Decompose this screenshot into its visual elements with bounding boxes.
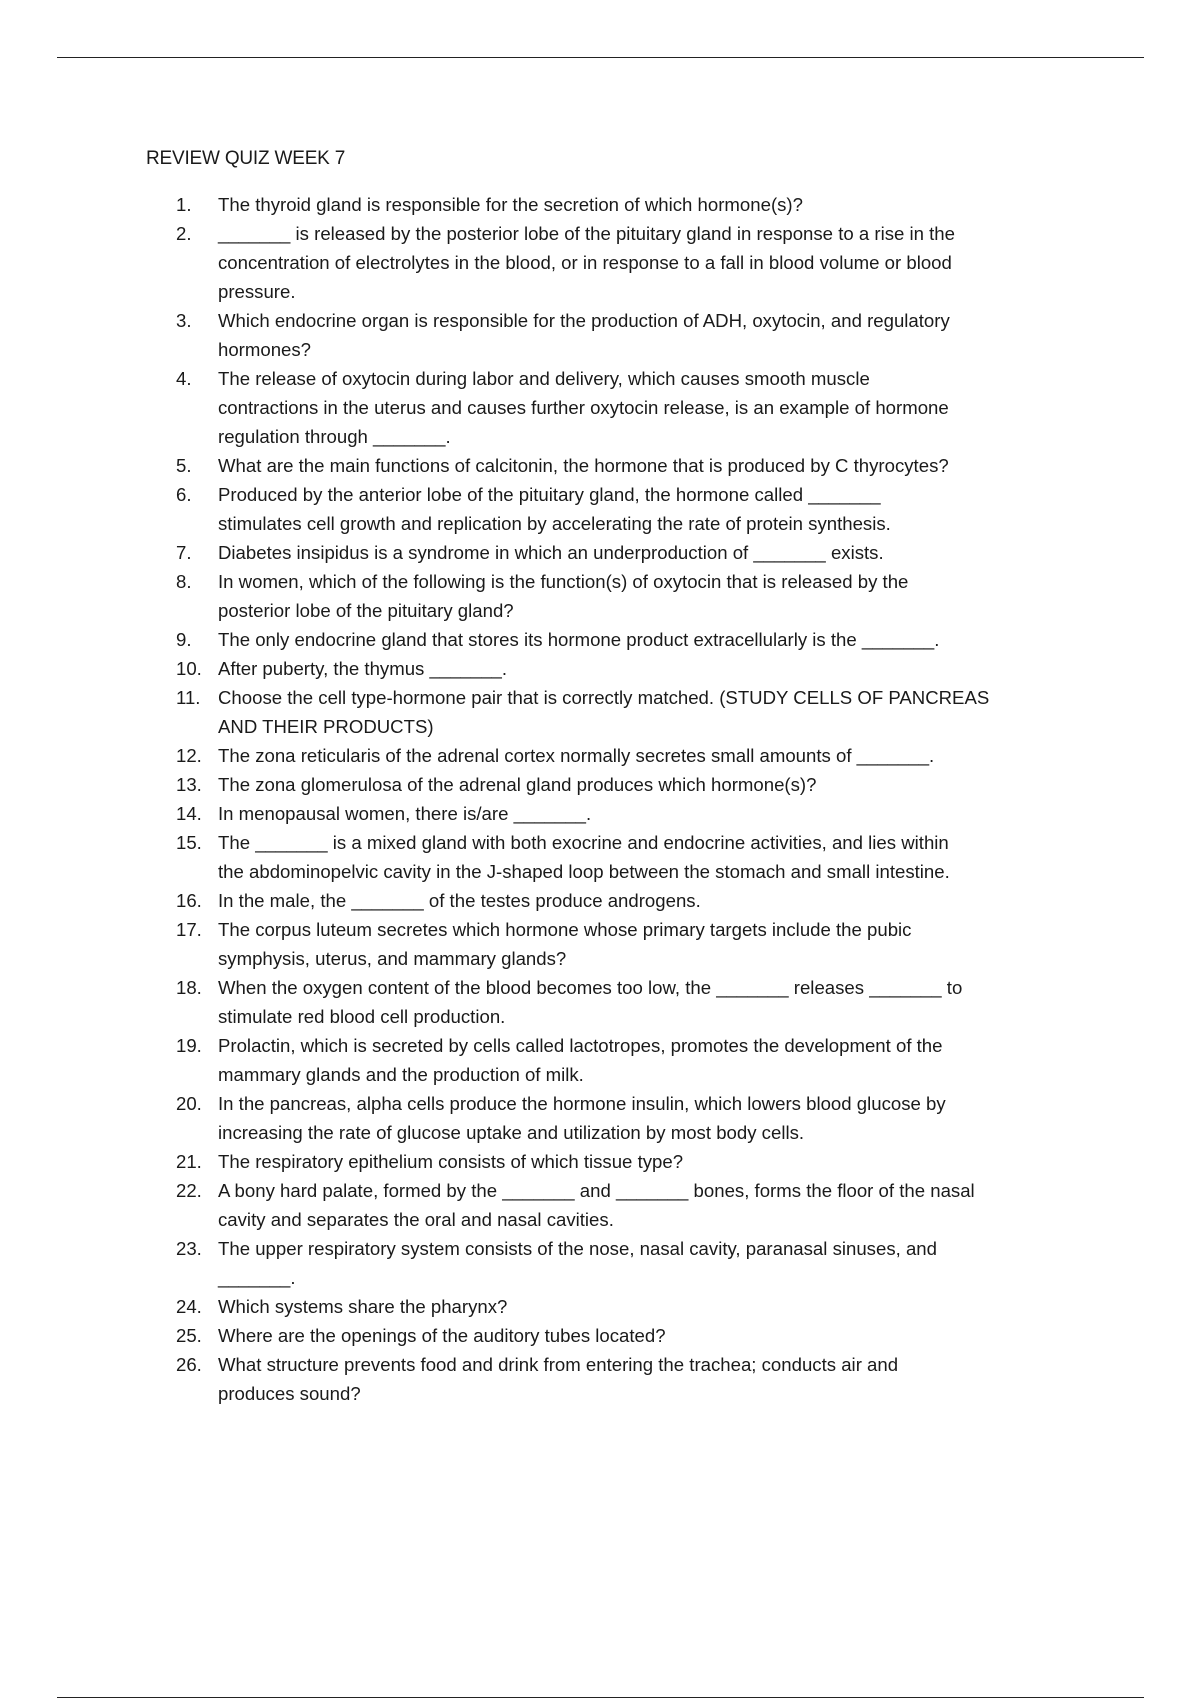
question-number: 11. [176, 687, 201, 708]
question-number: 24. [176, 1296, 202, 1317]
question-item [176, 973, 1106, 1031]
question-item [176, 886, 1106, 915]
question-number: 14. [176, 803, 202, 824]
question-item [176, 654, 1106, 683]
question-number: 9. [176, 629, 192, 650]
question-text: Which systems share the pharynx? [218, 1296, 508, 1317]
question-item [176, 1321, 1106, 1350]
question-list [176, 190, 1106, 1408]
question-number: 1. [176, 194, 192, 215]
question-text: Where are the openings of the auditory tubes located? [218, 1325, 666, 1346]
question-number: 16. [176, 890, 202, 911]
question-text: When the oxygen content of the blood becomes too low, the _______ releases _______ to stimulate red blood cell production. [218, 977, 963, 1027]
question-number: 5. [176, 455, 192, 476]
question-item [176, 1350, 1106, 1408]
question-number: 8. [176, 571, 192, 592]
question-text: In the pancreas, alpha cells produce the hormone insulin, which lowers blood glucose by increasing the rate of glucose uptake and utilization by most body cells. [218, 1093, 946, 1143]
page-title: REVIEW QUIZ WEEK 7 [146, 148, 346, 169]
question-number: 3. [176, 310, 192, 331]
question-number: 25. [176, 1325, 202, 1346]
question-text: In menopausal women, there is/are _______. [218, 803, 592, 824]
question-item [176, 480, 1106, 538]
question-text: Produced by the anterior lobe of the pituitary gland, the hormone called _______ stimulates cell growth and replication by accelerating the rate of protein synthesis. [218, 484, 891, 534]
question-text: What structure prevents food and drink from entering the trachea; conducts air and produces sound? [218, 1354, 899, 1404]
question-item [176, 683, 1106, 741]
question-item [176, 190, 1106, 219]
question-text: Which endocrine organ is responsible for the production of ADH, oxytocin, and regulatory hormones? [218, 310, 950, 360]
question-text: The respiratory epithelium consists of which tissue type? [218, 1151, 684, 1172]
question-text: The upper respiratory system consists of the nose, nasal cavity, paranasal sinuses, and _______. [218, 1238, 937, 1288]
question-number: 12. [176, 745, 202, 766]
question-item [176, 1176, 1106, 1234]
question-text: The only endocrine gland that stores its hormone product extracellularly is the _______. [218, 629, 940, 650]
question-text: Diabetes insipidus is a syndrome in which an underproduction of _______ exists. [218, 542, 884, 563]
question-item [176, 799, 1106, 828]
question-item [176, 828, 1106, 886]
question-text: A bony hard palate, formed by the _______ and _______ bones, forms the floor of the nasal cavity and separates the oral and nasal cavities. [218, 1180, 975, 1230]
question-item [176, 364, 1106, 451]
question-text: Choose the cell type-hormone pair that is correctly matched. (STUDY CELLS OF PANCREAS AND THEIR PRODUCTS) [218, 687, 990, 737]
question-item [176, 1234, 1106, 1292]
question-number: 7. [176, 542, 192, 563]
question-item [176, 915, 1106, 973]
question-number: 4. [176, 368, 192, 389]
question-text: The corpus luteum secretes which hormone whose primary targets include the pubic symphysis, uterus, and mammary glands? [218, 919, 912, 969]
question-number: 10. [176, 658, 202, 679]
question-item [176, 451, 1106, 480]
question-text: What are the main functions of calcitonin, the hormone that is produced by C thyrocytes? [218, 455, 949, 476]
question-number: 20. [176, 1093, 202, 1114]
question-number: 22. [176, 1180, 202, 1201]
question-item [176, 567, 1106, 625]
question-item [176, 1031, 1106, 1089]
question-text: _______ is released by the posterior lobe of the pituitary gland in response to a rise in the concentration of electrolytes in the blood, or in response to a fall in blood volume or blood pressure. [218, 223, 955, 302]
question-item [176, 1292, 1106, 1321]
question-text: After puberty, the thymus _______. [218, 658, 508, 679]
question-item [176, 741, 1106, 770]
question-text: In women, which of the following is the function(s) of oxytocin that is released by the posterior lobe of the pituitary gland? [218, 571, 909, 621]
question-text: Prolactin, which is secreted by cells called lactotropes, promotes the development of the mammary glands and the production of milk. [218, 1035, 943, 1085]
question-item [176, 306, 1106, 364]
question-text: The thyroid gland is responsible for the secretion of which hormone(s)? [218, 194, 803, 215]
question-item [176, 219, 1106, 306]
question-number: 2. [176, 223, 192, 244]
question-text: The release of oxytocin during labor and delivery, which causes smooth muscle contractions in the uterus and causes further oxytocin release, is an example of hormone regulation through _______. [218, 368, 949, 447]
question-number: 6. [176, 484, 192, 505]
question-text: In the male, the _______ of the testes produce androgens. [218, 890, 701, 911]
question-item [176, 538, 1106, 567]
question-item [176, 625, 1106, 654]
question-number: 23. [176, 1238, 202, 1259]
footer-rule [57, 1697, 1144, 1698]
question-item [176, 1089, 1106, 1147]
question-number: 13. [176, 774, 202, 795]
question-text: The zona reticularis of the adrenal cortex normally secretes small amounts of _______. [218, 745, 935, 766]
question-number: 17. [176, 919, 202, 940]
question-number: 18. [176, 977, 202, 998]
question-number: 19. [176, 1035, 202, 1056]
question-item [176, 1147, 1106, 1176]
question-item [176, 770, 1106, 799]
question-number: 15. [176, 832, 202, 853]
question-text: The zona glomerulosa of the adrenal gland produces which hormone(s)? [218, 774, 817, 795]
question-number: 26. [176, 1354, 202, 1375]
question-text: The _______ is a mixed gland with both exocrine and endocrine activities, and lies within the abdominopelvic cavity in the J-shaped loop between the stomach and small intestine. [218, 832, 950, 882]
question-number: 21. [176, 1151, 202, 1172]
header-rule [57, 57, 1144, 58]
